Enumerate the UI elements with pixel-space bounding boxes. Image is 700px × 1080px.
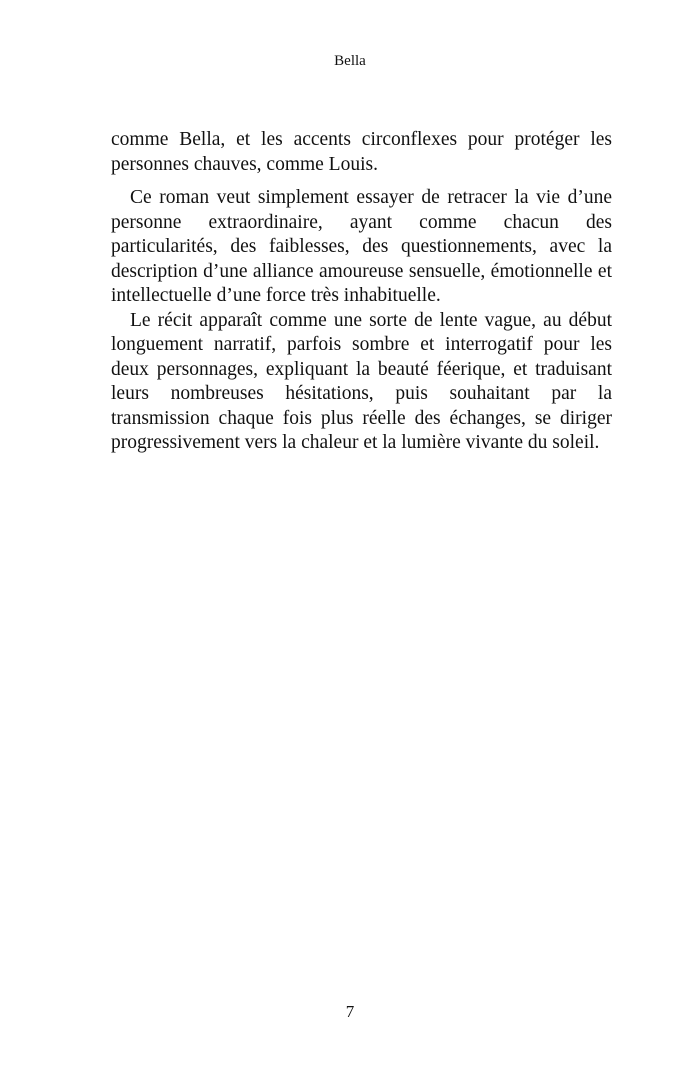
page-number: 7 (345, 1002, 355, 1021)
paragraph: Ce roman veut simplement essayer de retracer la vie d’une personne extraordinaire, ayant comme chacun des particularités, des faiblesses, des questionnements, avec la description d’une alliance amoureuse sensuelle, émotionnelle et intellectuelle d’une force très inhabituelle. (111, 187, 612, 306)
running-header: Bella (334, 53, 366, 69)
paragraph-continued: comme Bella, et les accents circonflexes pour protéger les personnes chauves, comme Louis. (111, 129, 612, 175)
body-text (111, 128, 612, 456)
paragraph: Le récit apparaît comme une sorte de lente vague, au début longuement narratif, parfois sombre et interrogatif pour les deux personnages, expliquant la beauté féerique, et traduisant leurs nombreuses hésitations, puis souhaitant par la transmission chaque fois plus réelle des échanges, se diriger progressivement vers la chaleur et la lumière vivante du soleil. (111, 309, 612, 453)
